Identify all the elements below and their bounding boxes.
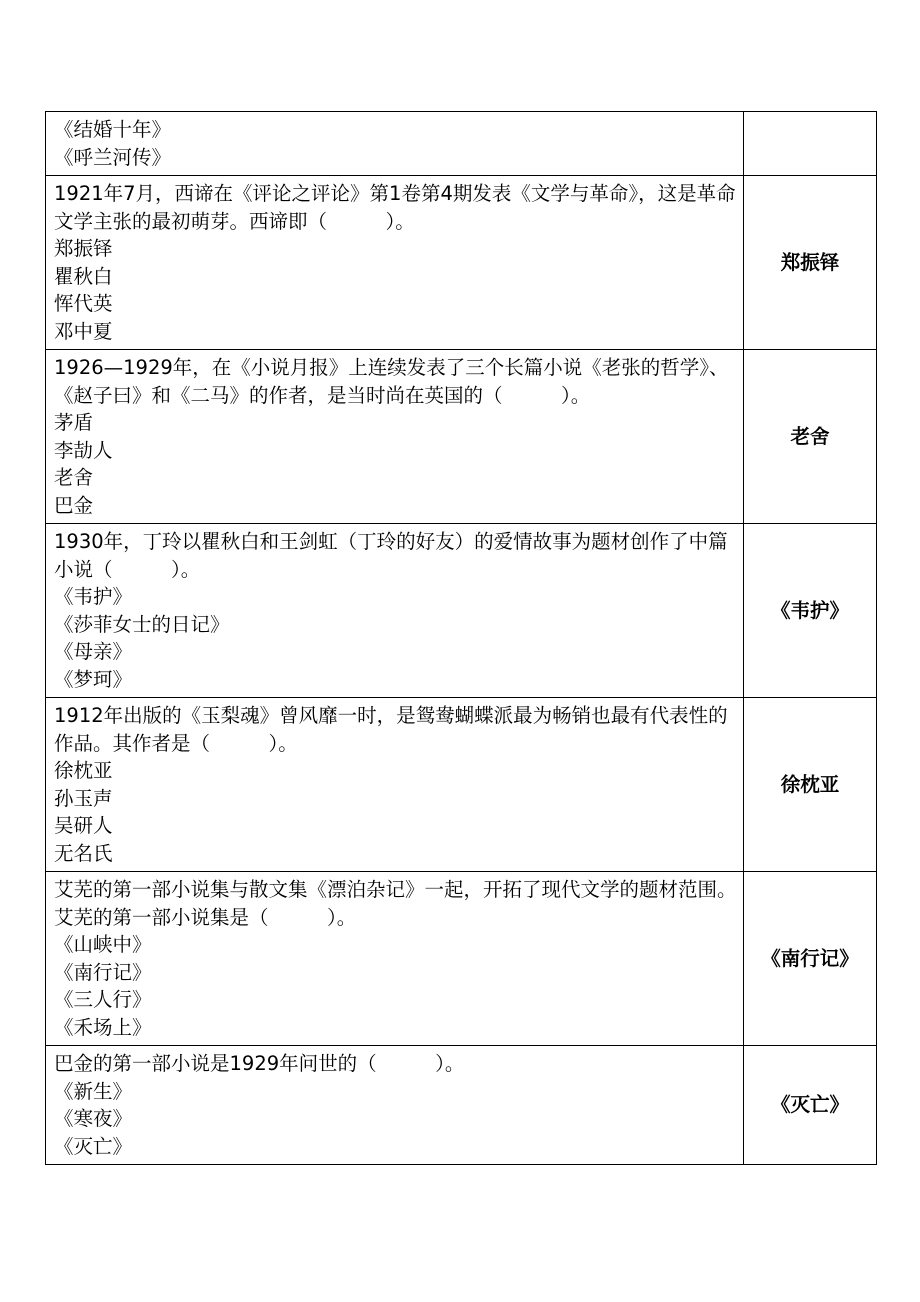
option: 《梦珂》 (54, 667, 133, 691)
option: 《呼兰河传》 (54, 145, 172, 169)
answer-cell: 《灭亡》 (744, 1046, 877, 1165)
option: 《山峡中》 (54, 933, 152, 956)
answer-cell (744, 112, 877, 176)
option: 老舍 (54, 466, 94, 489)
question-text: 巴金的第一部小说是1929年问世的（ ）。 (54, 1052, 465, 1075)
option: 《三人行》 (54, 988, 152, 1011)
answer-cell: 《韦护》 (744, 524, 877, 698)
option: 郑振铎 (54, 237, 113, 260)
table-row (46, 112, 877, 176)
question-text: 1930年，丁玲以瞿秋白和王剑虹（丁玲的好友）的爱情故事为题材创作了中篇小说（ ）。 (54, 530, 728, 581)
option: 李劼人 (54, 438, 113, 462)
table-row (46, 1046, 877, 1165)
option: 无名氏 (54, 841, 113, 865)
option: 瞿秋白 (54, 264, 113, 288)
question-text: 1926—1929年，在《小说月报》上连续发表了三个长篇小说《老张的哲学》、《赵子曰》和《二马》的作者，是当时尚在英国的（ ）。 (54, 356, 729, 407)
table-row (46, 176, 877, 350)
answer-cell: 《南行记》 (744, 872, 877, 1046)
question-cell (46, 698, 744, 872)
question-text: 1921年7月，西谛在《评论之评论》第1卷第4期发表《文学与革命》，这是革命文学主张的最初萌芽。西谛即（ ）。 (54, 182, 736, 233)
option: 《禾场上》 (54, 1015, 152, 1039)
question-table-sheet (45, 111, 876, 1165)
question-table (45, 111, 877, 1165)
table-row (46, 524, 877, 698)
option: 《寒夜》 (54, 1107, 133, 1130)
answer-cell: 徐枕亚 (744, 698, 877, 872)
option: 徐枕亚 (54, 759, 113, 782)
question-cell (46, 524, 744, 698)
answer-cell: 郑振铎 (744, 176, 877, 350)
option: 吴研人 (54, 814, 113, 837)
option: 《韦护》 (54, 585, 133, 608)
question-cell (46, 176, 744, 350)
question-cell (46, 112, 744, 176)
option: 孙玉声 (54, 786, 113, 810)
table-row (46, 698, 877, 872)
answer-cell: 老舍 (744, 350, 877, 524)
table-row (46, 350, 877, 524)
option: 《莎菲女士的日记》 (54, 612, 230, 636)
question-text: 艾芜的第一部小说集与散文集《漂泊杂记》一起，开拓了现代文学的题材范围。艾芜的第一部小说集是（ ）。 (54, 878, 737, 929)
question-text: 1912年出版的《玉梨魂》曾风靡一时，是鸳鸯蝴蝶派最为畅销也最有代表性的作品。其作者是（ ）。 (54, 704, 728, 755)
option: 巴金 (54, 493, 94, 517)
option: 《新生》 (54, 1079, 133, 1103)
option: 《结婚十年》 (54, 118, 172, 141)
option: 恽代英 (54, 292, 113, 315)
option: 茅盾 (54, 411, 94, 434)
option: 《灭亡》 (54, 1134, 133, 1158)
table-row (46, 872, 877, 1046)
option: 《母亲》 (54, 640, 133, 663)
question-cell (46, 350, 744, 524)
option: 《南行记》 (54, 960, 152, 984)
question-cell (46, 1046, 744, 1165)
question-cell (46, 872, 744, 1046)
option: 邓中夏 (54, 319, 113, 343)
